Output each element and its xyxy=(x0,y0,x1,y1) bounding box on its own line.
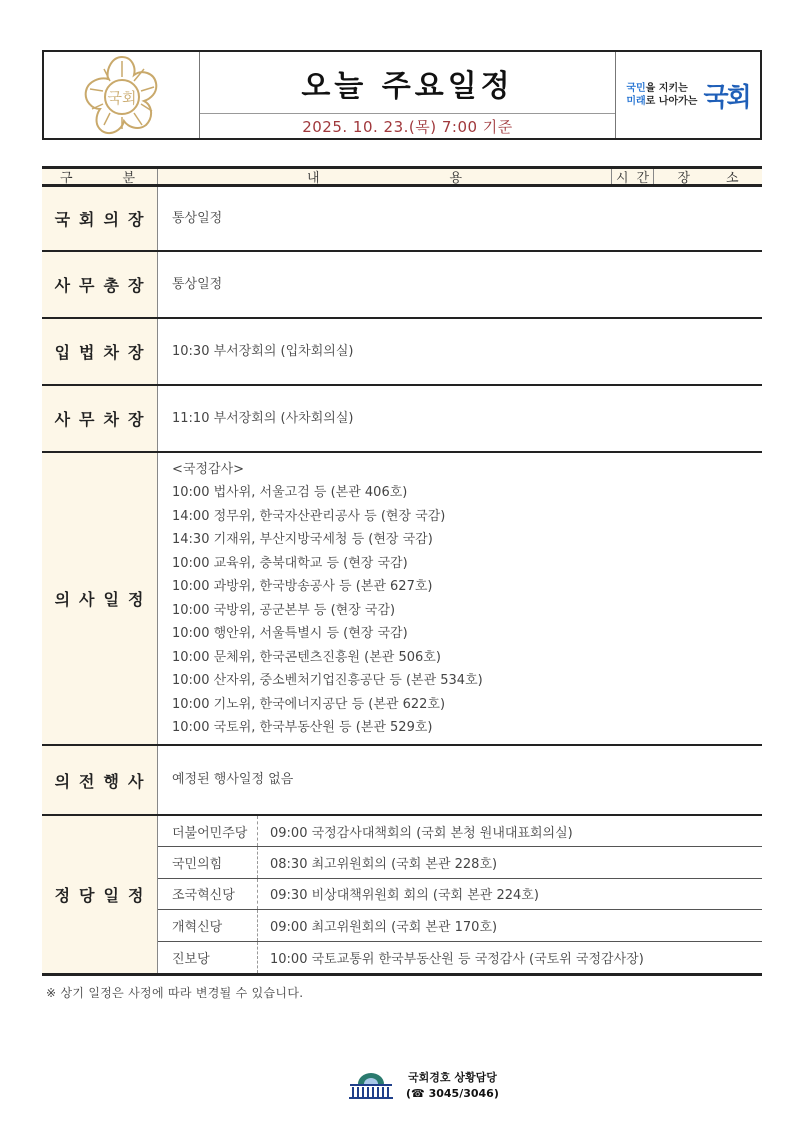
schedule-text: 11:10 부서장회의 (사차회의실) xyxy=(172,410,354,426)
party-event: 09:30 비상대책위원회 회의 (국회 본관 224호) xyxy=(270,888,539,904)
category-cell: 의사일정 xyxy=(42,453,158,744)
phone-line: (☎ 3045/3046) xyxy=(406,1087,499,1100)
schedule-text: 10:00 법사위, 서울고검 등 (본관 406호) xyxy=(172,485,408,500)
schedule-text: 10:00 행안위, 서울특별시 등 (현장 국감) xyxy=(172,626,408,641)
emblem-icon xyxy=(77,52,167,138)
schedule-text: 10:30 부서장회의 (입차회의실) xyxy=(172,343,354,359)
schedule-text: 14:00 정무위, 한국자산관리공사 등 (현장 국감) xyxy=(172,508,446,524)
footer-contact xyxy=(346,1070,499,1102)
table-header xyxy=(42,169,762,187)
assembly-wordmark: 국회 xyxy=(703,82,750,113)
table-row-administrative-deputy xyxy=(42,386,762,453)
category-cell: 사무총장 xyxy=(42,252,158,317)
category-cell: 입법차장 xyxy=(42,319,158,384)
assembly-building-icon xyxy=(346,1071,396,1101)
table-row-secretary-general xyxy=(42,252,762,319)
page-title: 오늘 주요일정 xyxy=(200,52,615,114)
schedule-text: 통상일정 xyxy=(172,276,223,292)
document-header xyxy=(42,50,762,140)
schedule-text: 10:00 국방위, 공군본부 등 (현장 국감) xyxy=(172,602,396,618)
schedule-text: 10:00 과방위, 한국방송공사 등 (본관 627호) xyxy=(172,579,433,594)
reference-date: 2025. 10. 23.(목) 7:00 기준 xyxy=(302,117,513,136)
schedule-table xyxy=(42,166,762,976)
schedule-text: 예정된 행사일정 없음 xyxy=(172,772,294,788)
party-name: 조국혁신당 xyxy=(158,879,258,909)
party-event: 08:30 최고위원회의 (국회 본관 228호) xyxy=(270,857,498,873)
table-row-legislative-deputy xyxy=(42,319,762,386)
schedule-text: 14:30 기재위, 부산지방국세청 등 (현장 국감) xyxy=(172,532,433,547)
party-event: 09:00 최고위원회의 (국회 본관 170호) xyxy=(270,919,498,935)
schedule-text: 10:00 국토위, 한국부동산원 등 (본관 529호) xyxy=(172,720,433,735)
category-cell: 의전행사 xyxy=(42,746,158,814)
table-row-protocol-events xyxy=(42,746,762,816)
column-header-category: 구 분 xyxy=(42,169,158,184)
category-cell: 국회의장 xyxy=(42,187,158,250)
party-row xyxy=(158,942,762,973)
party-row xyxy=(158,910,762,941)
party-name: 국민의힘 xyxy=(158,847,258,877)
category-cell: 정당일정 xyxy=(42,816,158,973)
schedule-text: 10:00 산자위, 중소벤처기업진흥공단 등 (본관 534호) xyxy=(172,673,483,688)
party-event: 09:00 국정감사대책회의 (국회 본청 원내대표회의실) xyxy=(270,825,573,841)
assembly-emblem xyxy=(44,52,200,138)
party-row xyxy=(158,847,762,878)
schedule-text: <국정감사> xyxy=(172,461,245,477)
party-schedule-list xyxy=(158,816,762,973)
disclaimer-note: ※ 상기 일정은 사정에 따라 변경될 수 있습니다. xyxy=(46,986,304,1000)
column-header-content: 내 용 xyxy=(158,169,612,184)
office-name: 국회경호 상황담당 xyxy=(408,1071,497,1084)
schedule-text: 10:00 기노위, 한국에너지공단 등 (본관 622호) xyxy=(172,696,446,712)
phone-icon: ☎ xyxy=(411,1087,425,1100)
party-name: 더불어민주당 xyxy=(158,816,258,846)
schedule-text: 통상일정 xyxy=(172,210,223,226)
column-header-time: 시 간 xyxy=(612,169,654,184)
category-cell: 사무차장 xyxy=(42,386,158,451)
svg-text:국회: 국회 xyxy=(107,89,136,107)
schedule-text: 10:00 교육위, 충북대학교 등 (현장 국감) xyxy=(172,555,408,571)
party-name: 개혁신당 xyxy=(158,910,258,940)
assembly-slogan-logo: 국민을 지키는 미래로 나아가는 국회 xyxy=(616,52,760,138)
party-event: 10:00 국토교통위 한국부동산원 등 국정감사 (국토위 국정감사장) xyxy=(270,951,644,967)
party-row xyxy=(158,879,762,910)
table-row-party-schedule xyxy=(42,816,762,973)
schedule-text: 10:00 문체위, 한국콘텐츠진흥원 (본관 506호) xyxy=(172,649,441,665)
party-name: 진보당 xyxy=(158,942,258,973)
table-row-agenda xyxy=(42,453,762,746)
party-row xyxy=(158,816,762,847)
table-row-speaker xyxy=(42,187,762,252)
column-header-place: 장 소 xyxy=(677,171,739,186)
